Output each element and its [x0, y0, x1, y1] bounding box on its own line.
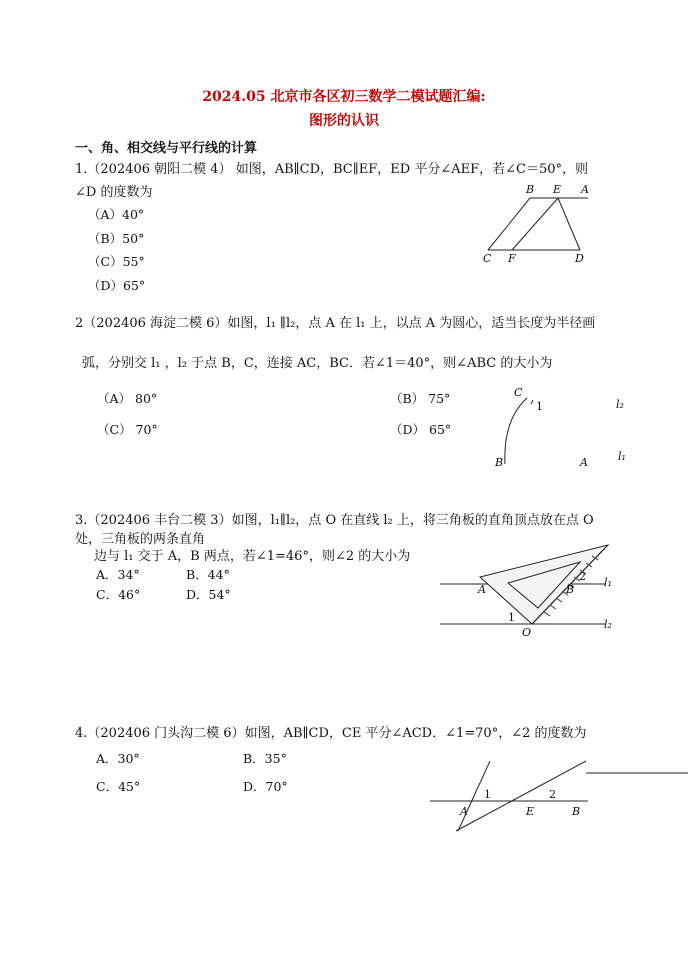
q3-option-b: B．44°: [186, 567, 230, 582]
q4-stem-line1: 4.（202406 门头沟二模 6）如图，AB∥CD，CE 平分∠ACD．∠1=70°，∠2 的度数为: [75, 726, 587, 741]
q3-label-l2: l₂: [604, 618, 612, 631]
q2-option-c: （C） 70°: [97, 422, 158, 437]
q1-label-c: C: [483, 252, 492, 265]
q3-label-a: A: [478, 583, 486, 596]
q2-label-1: 1: [536, 400, 543, 413]
page-subtitle: 图形的认识: [309, 113, 379, 129]
q3-label-1: 1: [508, 611, 515, 624]
q2-option-a: （A） 80°: [97, 391, 158, 406]
q4-label-1: 1: [484, 788, 491, 801]
q2-label-a: A: [580, 456, 588, 469]
q2-label-l1: l₁: [618, 450, 626, 463]
q1-label-d: D: [575, 252, 584, 265]
q4-option-d: D．70°: [243, 779, 288, 794]
q2-option-b: （B） 75°: [390, 391, 451, 406]
q4-label-2: 2: [549, 788, 556, 801]
q3-stem-line2: 处，三角板的两条直角: [75, 532, 206, 547]
q4-label-e: E: [526, 805, 535, 818]
q2-label-l2: l₂: [616, 398, 624, 411]
q1-option-b: （B）50°: [88, 231, 145, 246]
q3-label-2: 2: [579, 570, 586, 583]
q3-stem-line3: 边与 l₁ 交于 A，B 两点，若∠1=46°，则∠2 的大小为: [94, 549, 411, 564]
q4-option-c: C．45°: [96, 779, 141, 794]
q3-figure: [440, 540, 615, 640]
q2-option-d: （D） 65°: [390, 422, 452, 437]
q2-figure: [485, 380, 635, 472]
q3-option-c: C．46°: [96, 587, 141, 602]
q4-option-b: B．35°: [243, 751, 287, 766]
q2-label-b: B: [495, 456, 504, 469]
q1-label-f: F: [508, 252, 516, 265]
page-title: 2024.05 北京市各区初三数学二模试题汇编:: [202, 89, 486, 105]
q2-label-c: C: [514, 386, 523, 399]
q3-label-l1: l₁: [604, 576, 612, 589]
q2-stem-line2: 弧，分别交 l₁ ，l₂ 于点 B，C，连接 AC，BC．若∠1＝40°，则∠ABC 的大小为: [82, 356, 553, 371]
q1-option-d: （D）65°: [88, 278, 146, 293]
q1-figure: [470, 180, 600, 266]
q3-label-b: B: [566, 583, 575, 596]
q1-stem-line2: ∠D 的度数为: [75, 185, 153, 200]
section-heading: 一、角、相交线与平行线的计算: [75, 141, 258, 156]
q3-label-o: O: [522, 626, 532, 639]
q1-label-a: A: [581, 183, 589, 196]
q3-option-d: D．54°: [186, 587, 231, 602]
q1-option-c: （C）55°: [88, 254, 145, 269]
q1-label-e: E: [553, 183, 562, 196]
q1-option-a: （A）40°: [88, 207, 145, 222]
q1-stem-line1: 1.（202406 朝阳二模 4） 如图，AB∥CD，BC∥EF，ED 平分∠AEF，若∠C＝50°，则: [75, 162, 588, 177]
q4-option-a: A．30°: [96, 751, 140, 766]
q4-label-a: A: [460, 805, 468, 818]
q4-label-b: B: [572, 805, 581, 818]
q3-option-a: A．34°: [96, 567, 140, 582]
q2-stem-line1: 2（202406 海淀二模 6）如图，l₁ ∥l₂，点 A 在 l₁ 上，以点 A 为圆心，适当长度为半径画: [75, 316, 596, 331]
q1-label-b: B: [526, 183, 535, 196]
q4-figure: [428, 755, 688, 835]
q3-stem-line1: 3.（202406 丰台二模 3）如图，l₁∥l₂，点 O 在直线 l₂ 上，将三角板的直角顶点放在点 O: [75, 513, 594, 528]
